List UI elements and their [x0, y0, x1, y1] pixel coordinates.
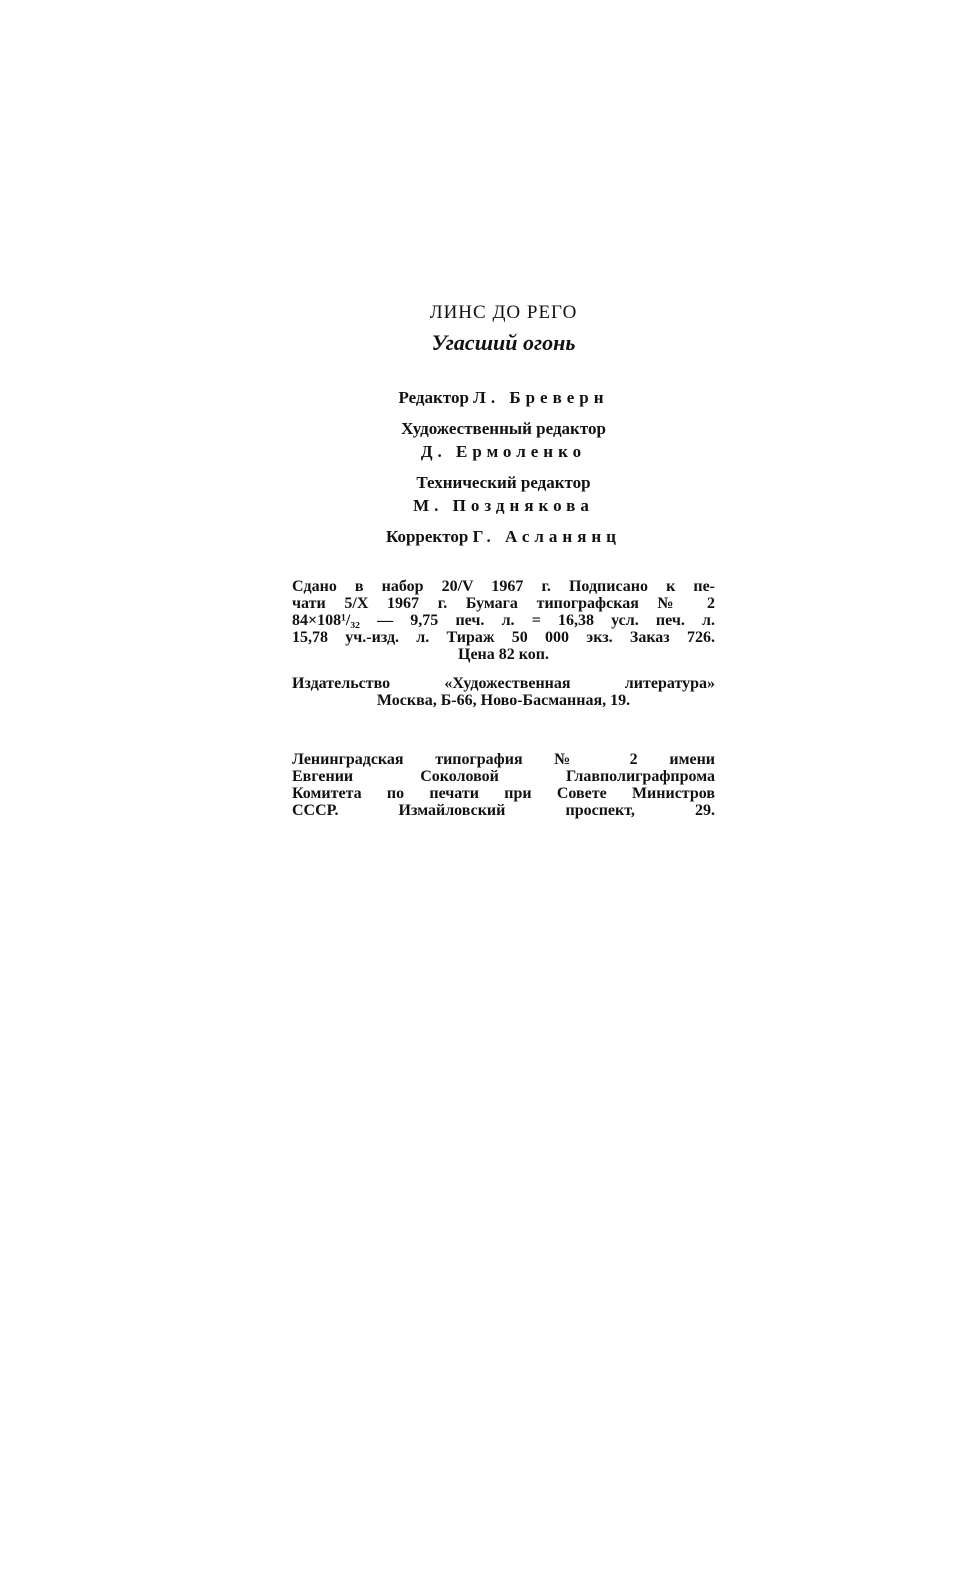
printer-line: Комитета по печати при Совете Министров	[292, 785, 715, 802]
colophon-block	[292, 300, 715, 831]
art-editor-name: Д. Ермоленко	[420, 442, 587, 461]
print-details-line: 84×108¹/₃₂ — 9,75 печ. л. = 16,38 усл. печ. л.	[292, 612, 715, 629]
author-name: ЛИНС ДО РЕГО	[429, 302, 578, 323]
art-editor-credit	[292, 417, 715, 463]
editor-role: Редактор	[398, 388, 469, 407]
credits-section	[292, 386, 715, 548]
editor-credit	[292, 386, 715, 409]
art-editor-role: Художественный редактор	[401, 419, 606, 438]
proofreader-name: Г. Асланянц	[472, 527, 621, 546]
print-details-line: Сдано в набор 20/V 1967 г. Подписано к пе-	[292, 578, 715, 595]
tech-editor-credit	[292, 471, 715, 517]
proofreader-role: Корректор	[386, 527, 469, 546]
print-details-line: чати 5/Х 1967 г. Бумага типографская № 2	[292, 595, 715, 612]
publisher-info	[292, 675, 715, 709]
tech-editor-role: Технический редактор	[416, 473, 591, 492]
price-line: Цена 82 коп.	[458, 646, 549, 663]
print-details-line: 15,78 уч.-изд. л. Тираж 50 000 экз. Заказ 726.	[292, 629, 715, 646]
editor-name: Л. Бреверн	[473, 388, 609, 407]
imprint-section	[292, 578, 715, 819]
proofreader-credit	[292, 525, 715, 548]
printer-line: СССР. Измайловский проспект, 29.	[292, 802, 715, 819]
printer-line: Ленинградская типография № 2 имени	[292, 751, 715, 768]
publisher-address: Москва, Б-66, Ново-Басманная, 19.	[376, 692, 631, 709]
book-title: Угасший огонь	[431, 330, 576, 355]
printer-info	[292, 751, 715, 819]
publisher-line: Издательство «Художественная литература»	[292, 675, 715, 692]
tech-editor-name: М. Позднякова	[413, 496, 594, 515]
print-details	[292, 578, 715, 663]
printer-line: Евгении Соколовой Главполиграфпрома	[292, 768, 715, 785]
